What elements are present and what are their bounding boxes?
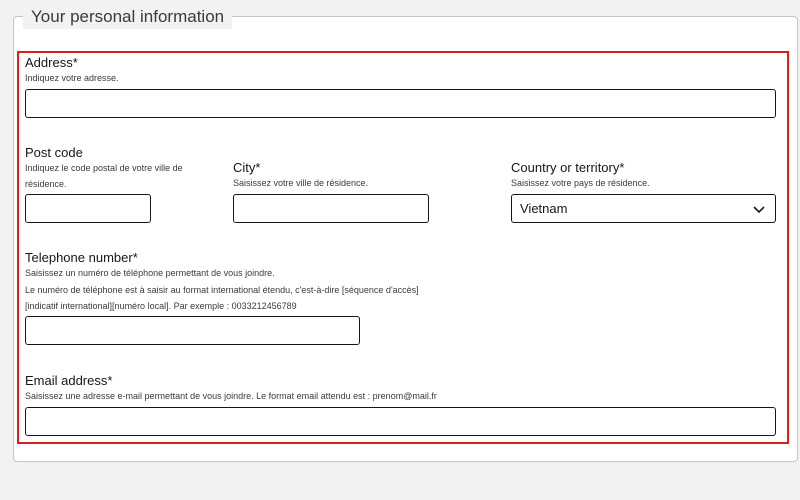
city-label: City*: [233, 160, 261, 175]
chevron-down-icon: [751, 201, 767, 217]
telephone-label: Telephone number*: [25, 250, 138, 265]
city-input[interactable]: [233, 194, 429, 223]
email-hint: Saisissez une adresse e-mail permettant de vous joindre. Le format email attendu est : prenom@mail.fr: [25, 391, 437, 401]
section-title: Your personal information: [23, 5, 232, 29]
country-select[interactable]: [511, 194, 776, 223]
post-code-input[interactable]: [25, 194, 151, 223]
address-label: Address*: [25, 55, 78, 70]
telephone-format-hint: Le numéro de téléphone est à saisir au format international étendu, c'est-à-dire [séquence d'accès][indicatif international][numéro local]. Par exemple : 0033212456789: [25, 285, 419, 311]
address-hint: Indiquez votre adresse.: [25, 73, 119, 83]
country-label: Country or territory*: [511, 160, 625, 175]
email-input[interactable]: [25, 407, 776, 436]
email-label: Email address*: [25, 373, 113, 388]
country-selected-value: Vietnam: [520, 201, 568, 216]
post-code-label: Post code: [25, 145, 83, 160]
country-hint: Saisissez votre pays de résidence.: [511, 178, 650, 188]
address-input[interactable]: [25, 89, 776, 118]
telephone-input[interactable]: [25, 316, 360, 345]
city-hint: Saisissez votre ville de résidence.: [233, 178, 369, 188]
telephone-hint: Saisissez un numéro de téléphone permettant de vous joindre.: [25, 268, 275, 278]
post-code-hint: Indiquez le code postal de votre ville de résidence.: [25, 163, 183, 189]
